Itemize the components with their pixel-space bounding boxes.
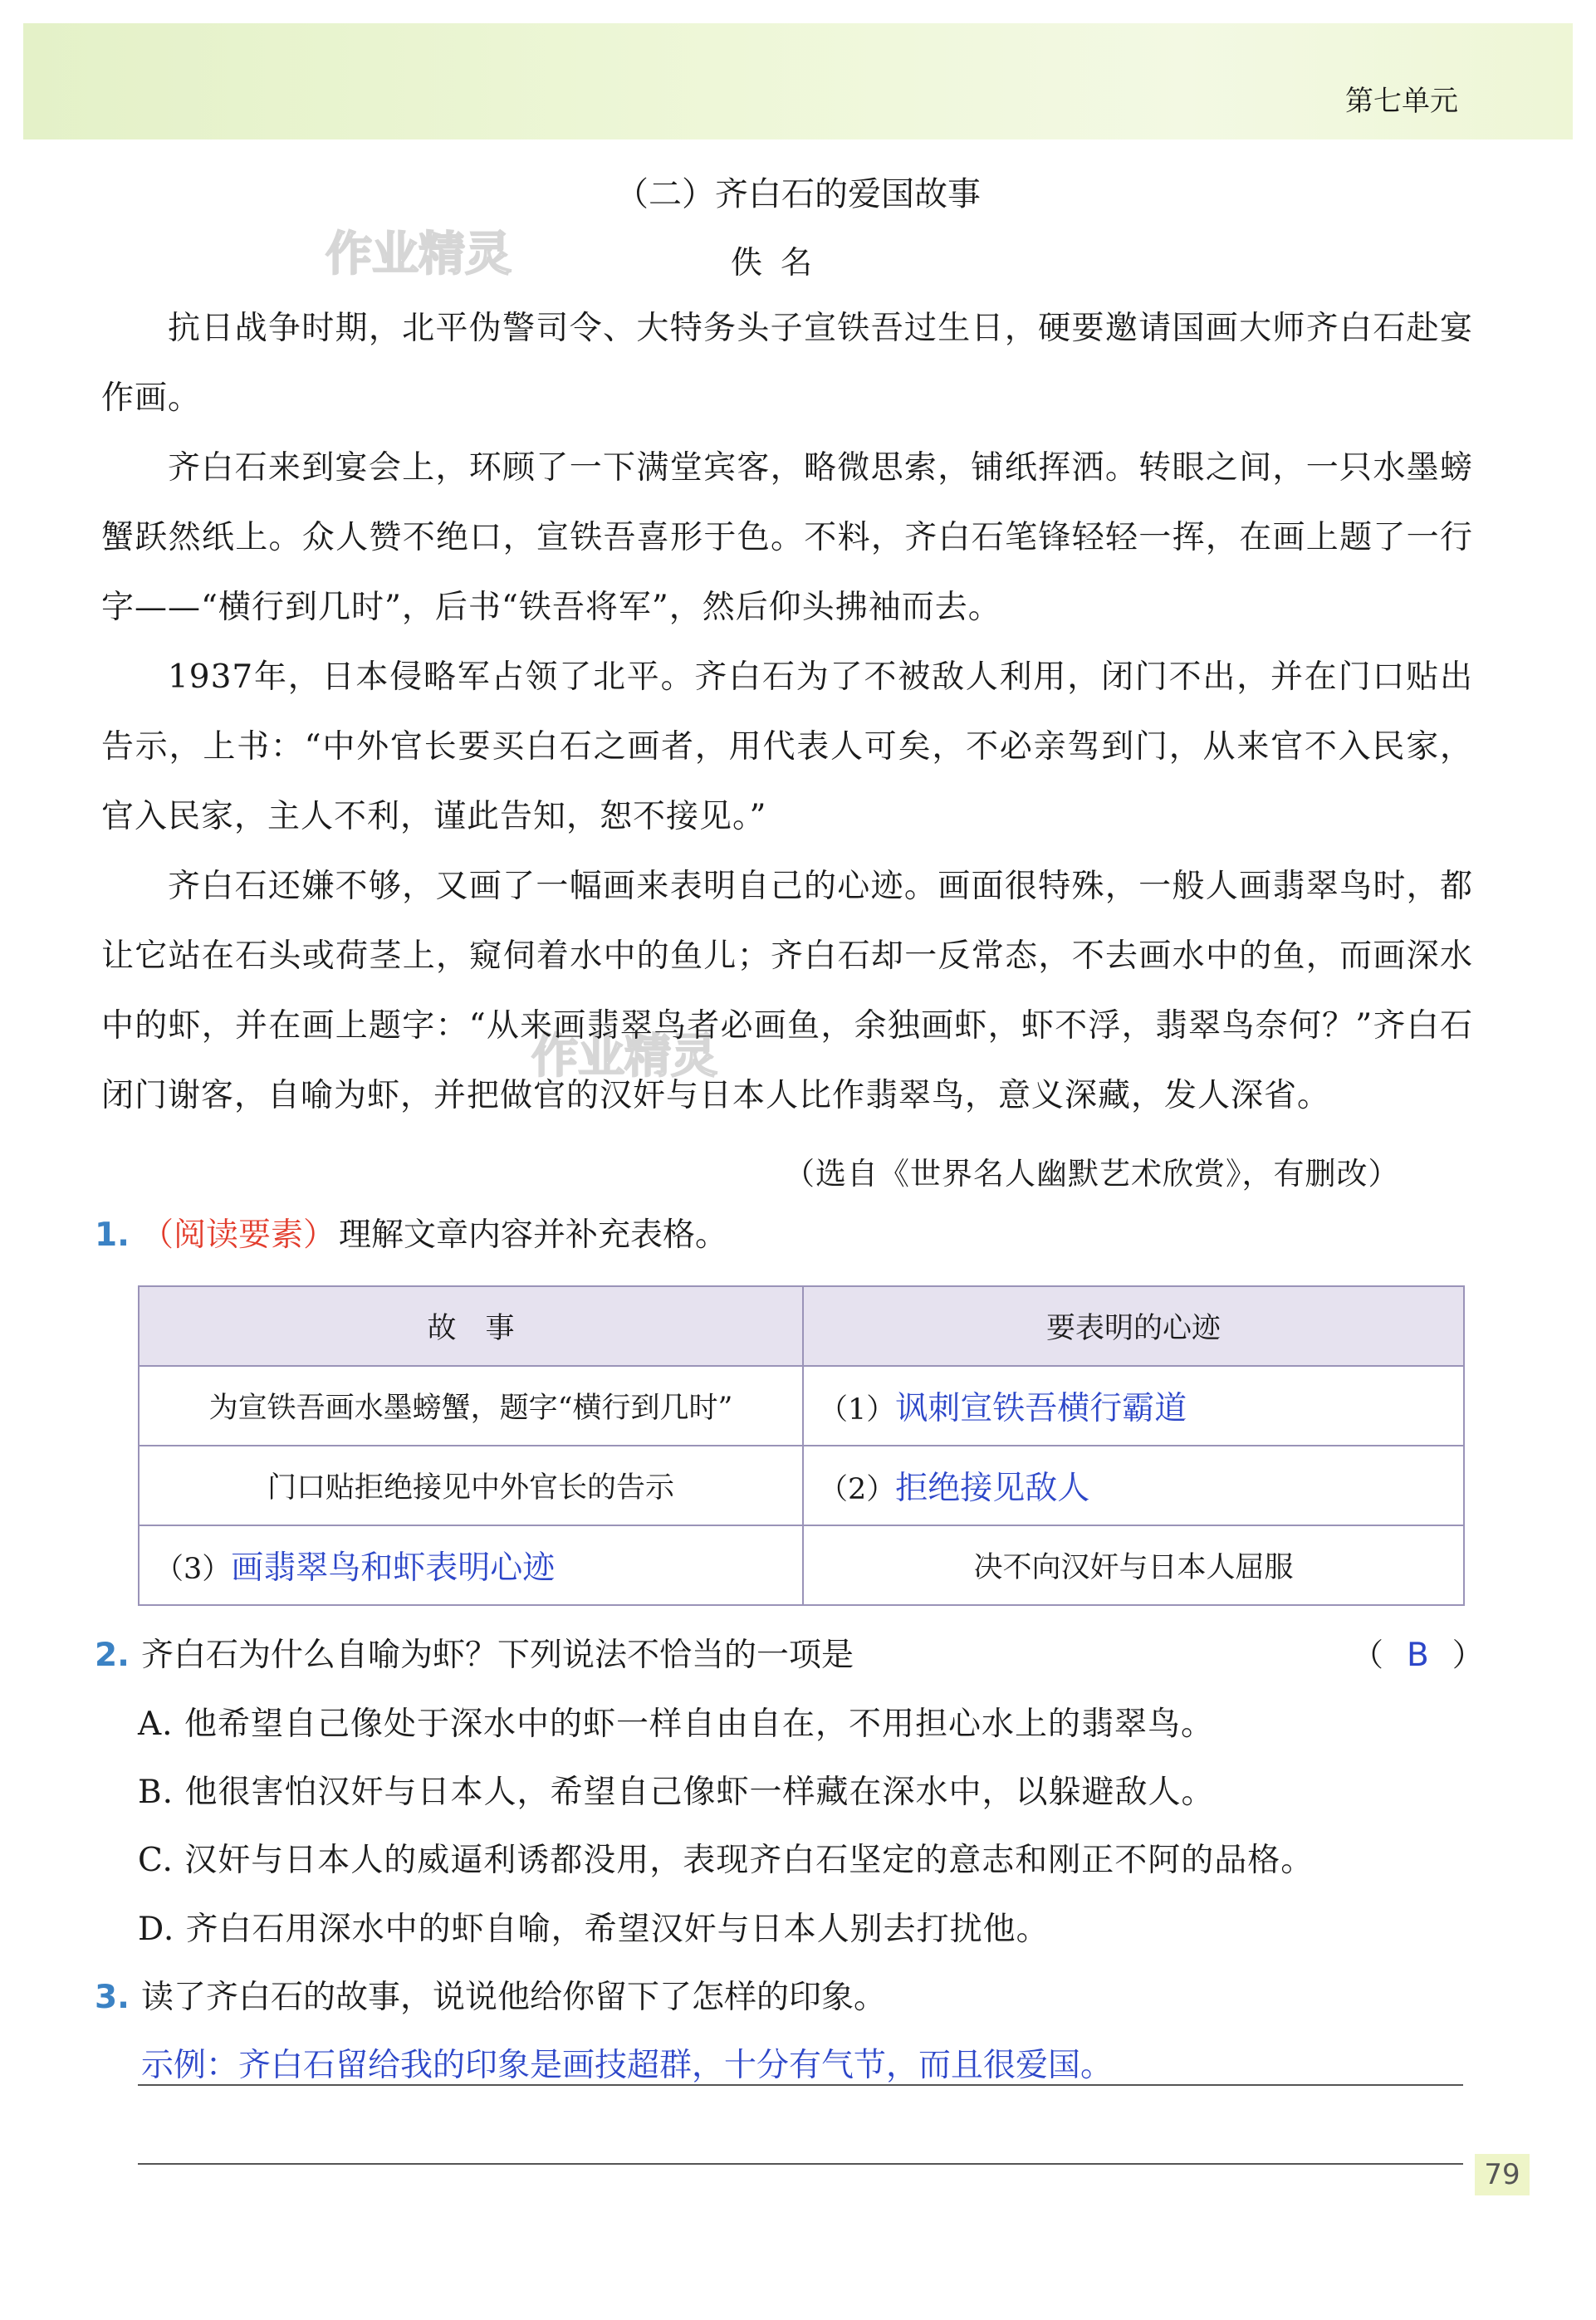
question-1 xyxy=(95,1209,727,1255)
paragraph: 齐白石还嫌不够，又画了一幅画来表明自己的心迹。画面很特殊，一般人画翡翠鸟时，都让它站在石头或荷茎上，窥伺着水中的鱼儿；齐白石却一反常态，不去画水中的鱼，而画深水中的虾，并在画上题字：“从来画翡翠鸟者必画鱼，余独画虾，虾不浮，翡翠鸟奈何？”齐白石闭门谢客，自喻为虾，并把做官的汉奸与日本人比作翡翠鸟，意义深藏，发人深省。 xyxy=(101,868,1473,1114)
article-body xyxy=(101,294,1473,1131)
story-cell: 门口贴拒绝接见中外官长的告示 xyxy=(139,1446,803,1525)
option-c: C. 汉奸与日本人的威逼利诱都没用，表现齐白石坚定的意志和刚正不阿的品格。 xyxy=(138,1842,1314,1879)
table-header: 故 事 xyxy=(139,1286,803,1366)
choice-answer: B xyxy=(1407,1637,1429,1674)
article-source: （选自《世界名人幽默艺术欣赏》，有删改） xyxy=(784,1156,1400,1192)
question-text: 理解文章内容并补充表格。 xyxy=(338,1216,727,1254)
answer-line xyxy=(138,2084,1463,2086)
paragraph: 1937年，日本侵略军占领了北平。齐白石为了不被敌人利用，闭门不出，并在门口贴出告示，上书：“中外官长要买白石之画者，用代表人可矣，不必亲驾到门，从来官不入民家，官入民家，主人不利，谨此告知，恕不接见。” xyxy=(101,658,1473,835)
question-number: 3. xyxy=(95,1979,130,2016)
reading-tag: （阅读要素） xyxy=(140,1216,335,1254)
paragraph: 抗日战争时期，北平伪警司令、大特务头子宣铁吾过生日，硬要邀请国画大师齐白石赴宴作画。 xyxy=(101,310,1473,417)
question-text: 读了齐白石的故事，说说他给你留下了怎样的印象。 xyxy=(140,1979,886,2016)
option-d: D. 齐白石用深水中的虾自喻，希望汉奸与日本人别去打扰他。 xyxy=(138,1911,1050,1948)
header-band xyxy=(23,23,1573,139)
answer-table xyxy=(138,1285,1465,1606)
paragraph: 齐白石来到宴会上，环顾了一下满堂宾客，略微思索，铺纸挥洒。转眼之间，一只水墨螃蟹跃然纸上。众人赞不绝口，宣铁吾喜形于色。不料，齐白石笔锋轻轻一挥，在画上题了一行字——“横行到几时”，后书“铁吾将军”，然后仰头拂袖而去。 xyxy=(101,449,1473,626)
option-a: A. 他希望自己像处于深水中的虾一样自由自在，不用担心水上的翡翠鸟。 xyxy=(138,1706,1214,1743)
story-cell: 为宣铁吾画水墨螃蟹，题字“横行到几时” xyxy=(139,1366,803,1446)
unit-label: 第七单元 xyxy=(1345,85,1458,118)
table-row xyxy=(139,1446,1464,1525)
question-text: 齐白石为什么自喻为虾？下列说法不恰当的一项是 xyxy=(140,1637,854,1674)
question-number: 1. xyxy=(95,1216,130,1254)
option-b: B. 他很害怕汉奸与日本人，希望自己像虾一样藏在深水中，以躲避敌人。 xyxy=(138,1774,1215,1811)
table-row xyxy=(139,1366,1464,1446)
mind-cell: （1）讽刺宣铁吾横行霸道 xyxy=(803,1366,1464,1446)
answer-line xyxy=(138,2163,1463,2165)
mind-cell: 决不向汉奸与日本人屈服 xyxy=(803,1525,1464,1605)
page-number: 79 xyxy=(1475,2154,1530,2195)
handwritten-answer: 画翡翠鸟和虾表明心迹 xyxy=(231,1549,556,1587)
handwritten-answer: 讽刺宣铁吾横行霸道 xyxy=(895,1390,1187,1427)
article-author: 佚名 xyxy=(731,244,831,281)
answer-bracket: （ B ） xyxy=(1352,1637,1484,1674)
watermark: 作业精灵 xyxy=(531,1030,717,1084)
handwritten-answer: 拒绝接见敌人 xyxy=(895,1470,1090,1507)
article-title: （二）齐白石的爱国故事 xyxy=(615,175,981,213)
table-row xyxy=(139,1525,1464,1605)
handwritten-answer: 示例：齐白石留给我的印象是画技超群，十分有气节，而且很爱国。 xyxy=(141,2047,1114,2084)
mind-cell: （2）拒绝接见敌人 xyxy=(803,1446,1464,1525)
question-number: 2. xyxy=(95,1637,130,1674)
watermark: 作业精灵 xyxy=(326,228,512,281)
table-header: 要表明的心迹 xyxy=(803,1286,1464,1366)
question-2 xyxy=(95,1629,854,1676)
question-3 xyxy=(95,1971,886,2018)
story-cell: （3）画翡翠鸟和虾表明心迹 xyxy=(139,1525,803,1605)
